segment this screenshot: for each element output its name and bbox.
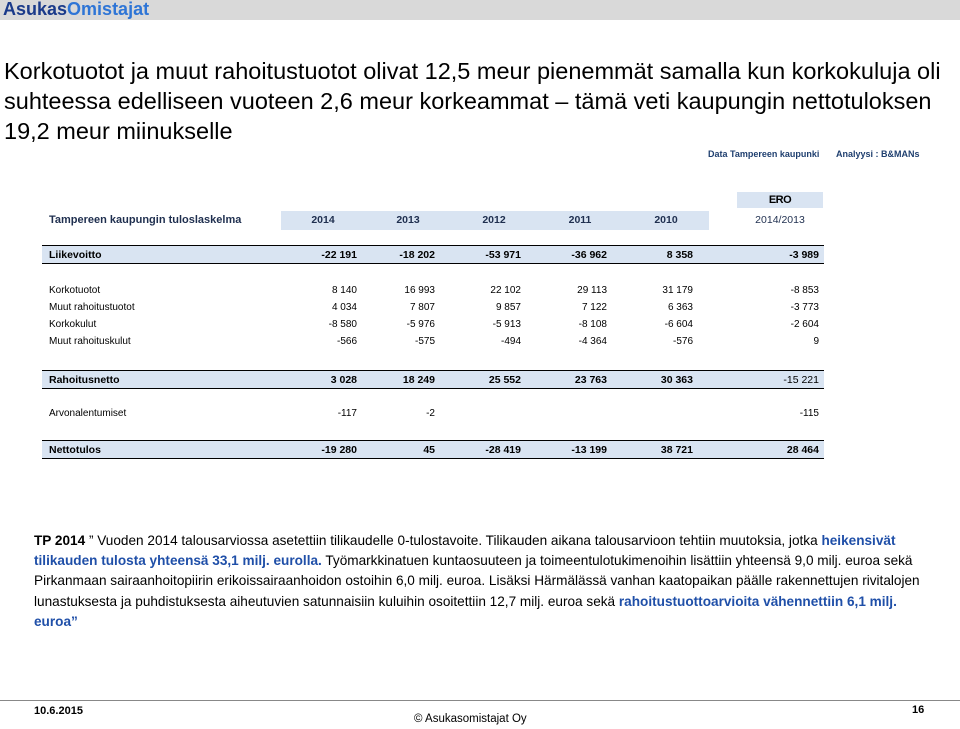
quote-close: ” bbox=[71, 613, 78, 629]
commentary-highlight1: heikensivät tilikauden tulosta yhteensä 33,1 milj. eurolla. bbox=[34, 533, 896, 569]
commentary-part2: Työmarkkinatuen kuntaosuuteen ja toimeentulotukimenoihin lisättiin yhteensä 9,0 milj. euroa sekä Pirkanmaan sairaanhoitopiirin erikoissairaanhoidon ostoihin 6,0 milj. euroa. Lisäksi Härmälässä vanhan kaatopaikan päälle rakennettujen rivitalojen lunastuksesta ja puhdistuksesta aiheutuvien satunnaisiin kuluihin osoitettiin 12,7 milj. euroa sekä bbox=[34, 553, 920, 609]
commentary-text bbox=[34, 531, 934, 632]
column-header: 2013 bbox=[365, 211, 451, 230]
commentary-highlight2: rahoitustuottoarvioita vähennettiin 6,1 milj. euroa bbox=[34, 593, 897, 629]
table-row: Muut rahoituskulut -566 -575 -494 -4 364 -576 9 bbox=[49, 336, 819, 347]
table-row: Liikevoitto -22 191 -18 202 -53 971 -36 962 8 358 -3 989 bbox=[49, 249, 819, 261]
column-header: 2010 bbox=[623, 211, 709, 230]
footer-divider bbox=[0, 700, 960, 701]
slide-headline: Korkotuotot ja muut rahoitustuotot olivat 12,5 meur pienemmät samalla kun korkokuluja oli suhteessa edelliseen vuoteen 2,6 meur korkeammat – tämä veti kaupungin nettotuloksen 19,2 meur miinukselle bbox=[4, 58, 941, 144]
ero-header bbox=[737, 192, 823, 208]
table-row: Arvonalentumiset -117 -2 -115 bbox=[49, 408, 819, 419]
table-header bbox=[42, 208, 824, 230]
footer-copyright: © Asukasomistajat Oy bbox=[414, 713, 527, 725]
brand-part2: Omistajat bbox=[67, 0, 150, 19]
source-analysis: Analyysi : B&MANs bbox=[836, 149, 920, 159]
column-header: 2014 bbox=[281, 211, 365, 230]
table-row: Korkokulut -8 580 -5 976 -5 913 -8 108 -6 604 -2 604 bbox=[49, 319, 819, 330]
tp-label: TP 2014 bbox=[34, 533, 86, 548]
column-header: 2014/2013 bbox=[755, 214, 805, 226]
column-header: 2011 bbox=[537, 211, 623, 230]
quote-open: ” bbox=[88, 533, 94, 548]
top-bar bbox=[0, 0, 960, 20]
table-title: Tampereen kaupungin tuloslaskelma bbox=[49, 214, 242, 226]
ero-label: ERO bbox=[768, 194, 792, 206]
table-row: Muut rahoitustuotot 4 034 7 807 9 857 7 122 6 363 -3 773 bbox=[49, 302, 819, 313]
table-row: Rahoitusnetto 3 028 18 249 25 552 23 763 30 363 -15 221 bbox=[49, 374, 819, 386]
footer-date: 10.6.2015 bbox=[34, 705, 83, 717]
table-row: Nettotulos -19 280 45 -28 419 -13 199 38 721 28 464 bbox=[49, 444, 819, 456]
brand-part1: Asukas bbox=[3, 0, 68, 19]
brand-logo bbox=[3, 0, 149, 19]
page-number: 16 bbox=[912, 704, 925, 716]
table-row: Korkotuotot 8 140 16 993 22 102 29 113 31 179 -8 853 bbox=[49, 285, 819, 296]
commentary-part1: Vuoden 2014 talousarviossa asetettiin tilikaudelle 0-tulostavoite. Tilikauden aikana talousarvioon tehtiin muutoksia, jotka bbox=[93, 533, 822, 548]
column-header: 2012 bbox=[451, 211, 537, 230]
source-data: Data Tampereen kaupunki bbox=[708, 149, 820, 159]
